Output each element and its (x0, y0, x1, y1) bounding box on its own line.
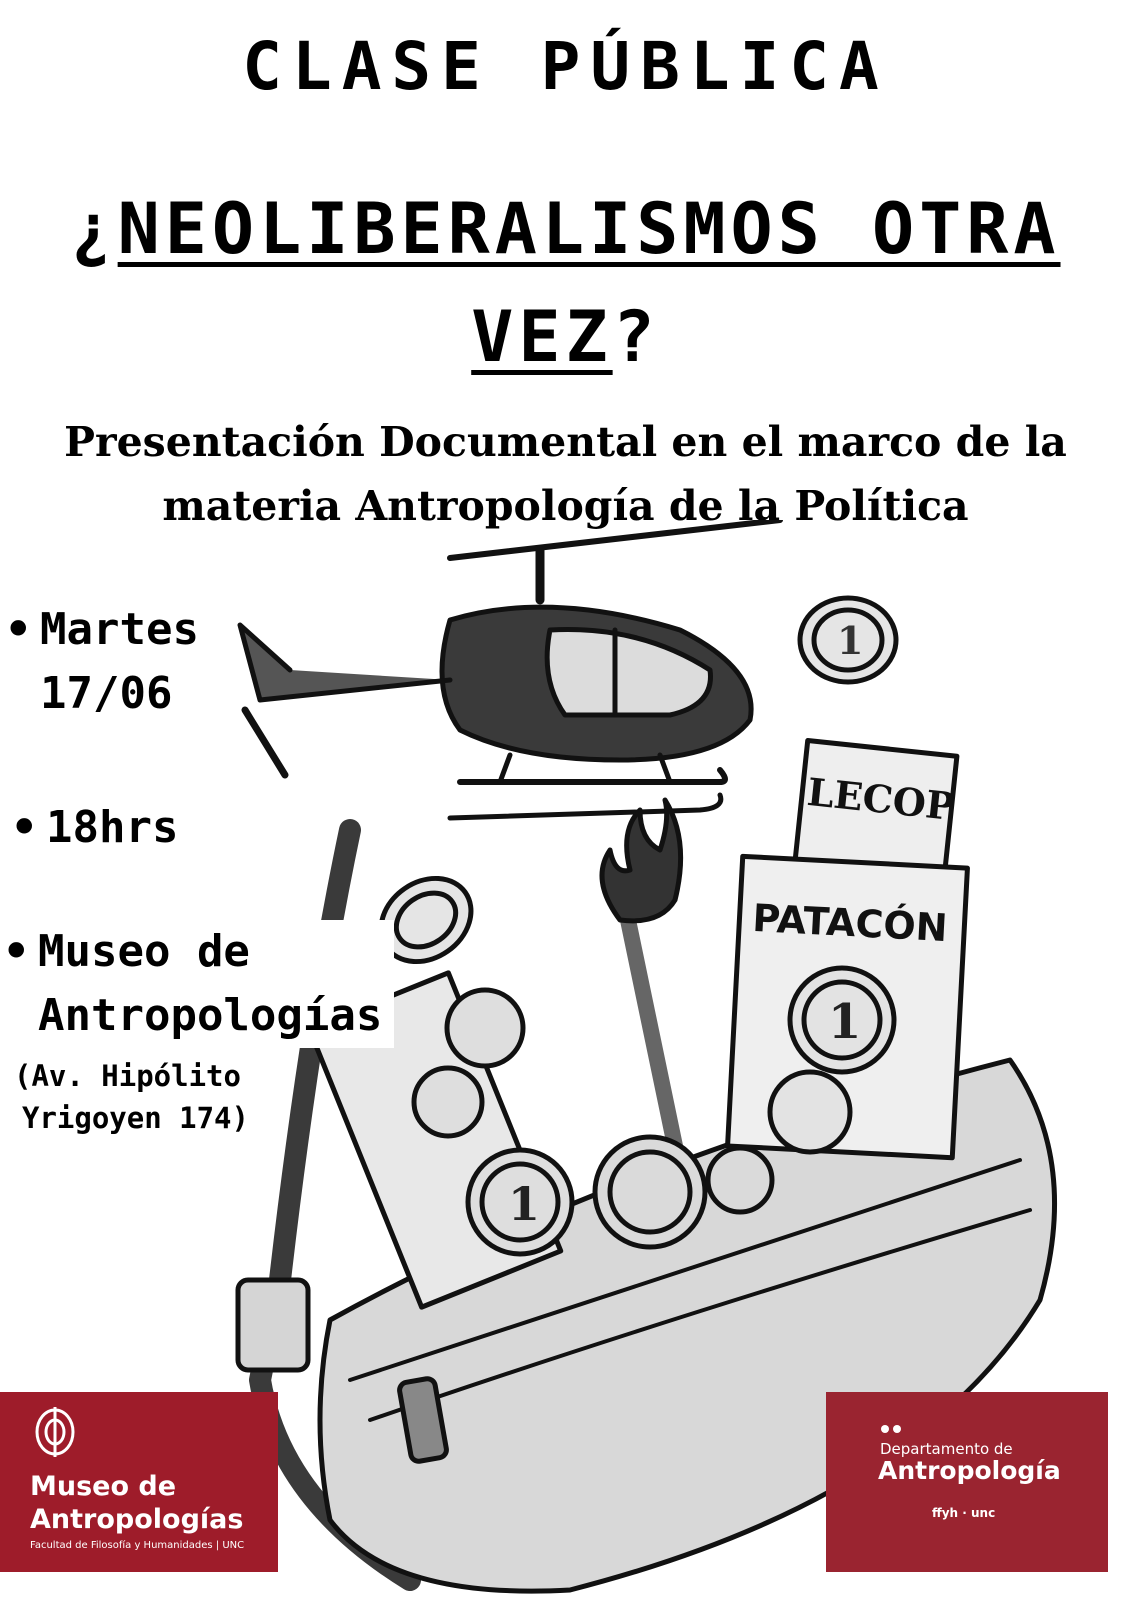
museum-logo-line1: Museo de (30, 1471, 177, 1502)
coin-numeral: 1 (837, 618, 864, 663)
address-line2: Yrigoyen 174) (22, 1101, 249, 1135)
helicopter-drawing (240, 520, 780, 818)
museum-logo-name (30, 1470, 243, 1536)
address-line1: (Av. Hipólito (14, 1059, 241, 1093)
museum-logo (0, 1392, 278, 1572)
lecop-label: LECOP (805, 768, 957, 830)
subtitle-line2: materia Antropología de la Política (162, 482, 969, 530)
detail-place-line1: Museo de (38, 926, 250, 977)
main-title-line2 (0, 296, 1131, 378)
department-logo-name: Antropología (878, 1456, 1061, 1485)
department-logo-small: Departamento de (880, 1440, 1013, 1458)
title-open-mark: ¿ (70, 188, 118, 270)
department-logo-footer: ffyh · unc (932, 1506, 996, 1520)
event-type-heading: CLASE PÚBLICA (242, 28, 889, 105)
patacon-coin-numeral: 1 (828, 994, 862, 1050)
bullet-icon: • (5, 604, 32, 655)
patacon-note (728, 856, 968, 1157)
museum-logo-line2: Antropologías (30, 1504, 244, 1535)
title-text-line2: VEZ (471, 296, 613, 378)
museum-emblem-icon (30, 1402, 80, 1462)
burning-match (602, 800, 681, 1170)
detail-time-value: 18hrs (46, 802, 179, 853)
detail-time (11, 796, 179, 860)
detail-date-value: 17/06 (40, 668, 173, 719)
title-text-line1: NEOLIBERALISMOS OTRA (117, 188, 1061, 270)
main-title-line1 (0, 188, 1131, 270)
strap-buckle (238, 1280, 308, 1370)
department-logo (826, 1392, 1108, 1572)
flying-coin-upper (800, 598, 896, 682)
detail-address (14, 1055, 255, 1139)
detail-date (5, 598, 199, 726)
detail-day: Martes (40, 604, 199, 655)
bullet-icon: • (3, 926, 30, 977)
subtitle-line1: Presentación Documental en el marco de la (64, 418, 1067, 466)
detail-place-line2: Antropologías (38, 990, 383, 1041)
title-close-mark: ? (612, 296, 660, 378)
bullet-icon: • (11, 802, 38, 853)
bill-coin-numeral: 1 (508, 1177, 541, 1231)
museum-logo-subtitle: Facultad de Filosofía y Humanidades | UNC (30, 1540, 245, 1551)
detail-place (3, 920, 394, 1048)
subtitle (20, 410, 1111, 538)
dots-icon (880, 1424, 904, 1434)
patacon-label: PATACÓN (751, 895, 949, 951)
